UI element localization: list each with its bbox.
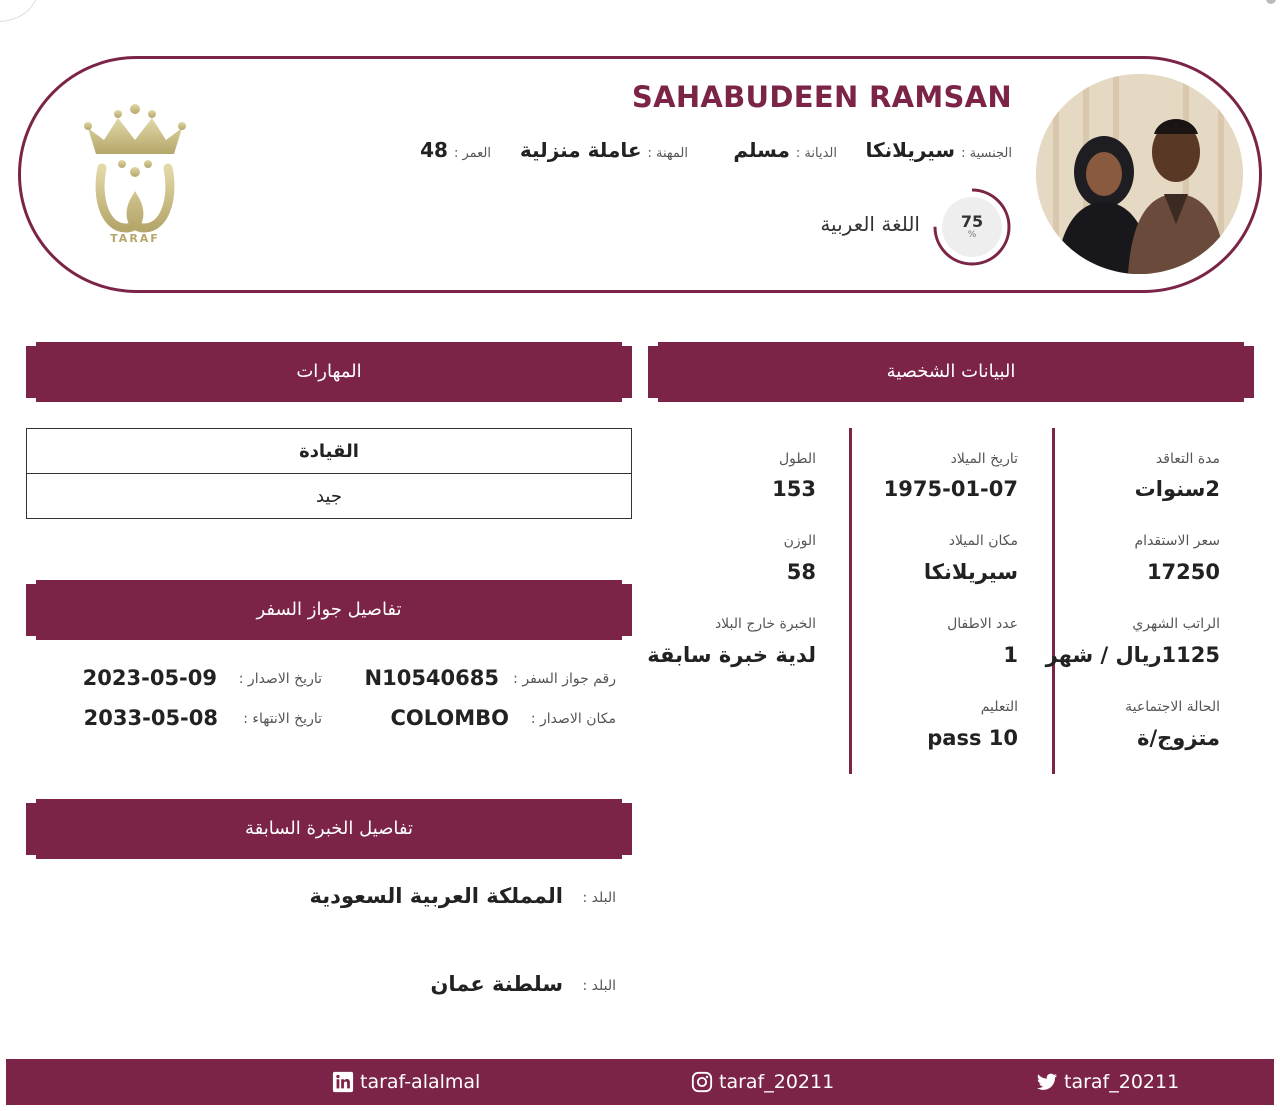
expiry-date-value: 2033-05-08 xyxy=(83,706,218,730)
nationality-value: سيريلانكا xyxy=(865,138,956,162)
birth-date-label: تاريخ الميلاد xyxy=(950,451,1018,467)
passport-number-value: N10540685 xyxy=(364,666,499,690)
recruitment-price-value: 17250 xyxy=(1146,560,1220,584)
issue-date-value: 2023-05-09 xyxy=(82,666,217,690)
corner-decoration xyxy=(0,0,38,22)
logo-text: TARAF xyxy=(110,232,160,245)
experience-country-value: سلطنة عمان xyxy=(430,972,563,996)
arabic-language-gauge xyxy=(931,186,1013,268)
children-count-value: 1 xyxy=(1003,643,1018,667)
candidate-photo xyxy=(1036,74,1243,274)
skills-section-bar xyxy=(26,346,632,398)
column-divider xyxy=(1052,428,1055,774)
meta-nationality xyxy=(865,138,1012,162)
profession-label: المهنة : xyxy=(647,146,688,161)
education-label: التعليم xyxy=(980,699,1018,715)
meta-profession xyxy=(520,138,688,162)
twitter-icon xyxy=(1036,1071,1058,1093)
corner-dot xyxy=(1266,0,1276,4)
expiry-date-label: تاريخ الانتهاء : xyxy=(243,711,322,727)
table-row xyxy=(27,429,632,474)
experience-abroad-label: الخبرة خارج البلاد xyxy=(714,616,816,632)
twitter-handle: taraf_20211 xyxy=(1064,1071,1180,1093)
experience-abroad-value: لدية خبرة سابقة xyxy=(647,643,816,667)
linkedin-icon xyxy=(332,1071,354,1093)
contract-duration-label: مدة التعاقد xyxy=(1155,451,1220,467)
skills-title: المهارات xyxy=(296,361,362,382)
column-divider xyxy=(849,428,852,774)
experience-country-value: المملكة العربية السعودية xyxy=(309,884,563,908)
experience-title: تفاصيل الخبرة السابقة xyxy=(244,818,414,839)
crown-logo-icon xyxy=(82,104,188,246)
skill-level-cell: جيد xyxy=(27,474,632,519)
birth-place-label: مكان الميلاد xyxy=(948,533,1018,549)
language-percent-sign: % xyxy=(967,230,977,240)
birth-date-value: 1975-01-07 xyxy=(883,477,1018,501)
linkedin-link[interactable] xyxy=(332,1059,480,1105)
education-value: pass 10 xyxy=(927,726,1018,750)
passport-number-label: رقم جواز السفر : xyxy=(513,671,616,687)
twitter-link[interactable] xyxy=(1036,1059,1179,1105)
personal-data-title: البيانات الشخصية xyxy=(886,361,1016,382)
meta-age xyxy=(420,138,491,162)
footer-bar xyxy=(6,1059,1274,1105)
personal-data-section-bar xyxy=(648,346,1254,398)
height-value: 153 xyxy=(772,477,816,501)
issue-place-label: مكان الاصدار : xyxy=(530,711,616,727)
language-percent-value: 75 xyxy=(960,212,984,231)
taraf-logo xyxy=(82,104,188,246)
experience-country-label: البلد : xyxy=(582,978,616,994)
monthly-salary-value: 1125ريال / شهر xyxy=(1045,643,1220,667)
instagram-icon xyxy=(691,1071,713,1093)
profession-value: عاملة منزلية xyxy=(519,138,642,162)
passport-title: تفاصيل جواز السفر xyxy=(256,599,402,620)
weight-label: الوزن xyxy=(783,533,816,549)
weight-value: 58 xyxy=(786,560,816,584)
experience-country-label: البلد : xyxy=(582,890,616,906)
monthly-salary-label: الراتب الشهري xyxy=(1132,616,1220,632)
religion-label: الديانة : xyxy=(795,146,837,161)
birth-place-value: سيريلانكا xyxy=(923,560,1018,584)
contract-duration-value: 2سنوات xyxy=(1134,477,1220,501)
skills-table xyxy=(26,428,632,519)
experience-section-bar xyxy=(26,803,632,855)
meta-religion xyxy=(733,138,837,162)
instagram-link[interactable] xyxy=(691,1059,834,1105)
children-count-label: عدد الاطفال xyxy=(947,616,1018,632)
religion-value: مسلم xyxy=(733,138,790,162)
issue-place-value: COLOMBO xyxy=(390,706,509,730)
nationality-label: الجنسية : xyxy=(961,146,1012,161)
age-label: العمر : xyxy=(453,146,491,161)
marital-status-value: متزوج/ة xyxy=(1137,726,1220,750)
issue-date-label: تاريخ الاصدار : xyxy=(238,671,322,687)
instagram-handle: taraf_20211 xyxy=(719,1071,835,1093)
table-row xyxy=(27,474,632,519)
marital-status-label: الحالة الاجتماعية xyxy=(1125,699,1220,715)
arabic-language-label: اللغة العربية xyxy=(820,212,920,236)
age-value: 48 xyxy=(420,138,448,162)
candidate-name: SAHABUDEEN RAMSAN xyxy=(631,80,1012,114)
linkedin-handle: taraf-alalmal xyxy=(360,1071,481,1093)
passport-section-bar xyxy=(26,584,632,636)
recruitment-price-label: سعر الاستقدام xyxy=(1134,533,1220,549)
height-label: الطول xyxy=(778,451,816,467)
skill-name-cell: القيادة xyxy=(27,429,632,474)
